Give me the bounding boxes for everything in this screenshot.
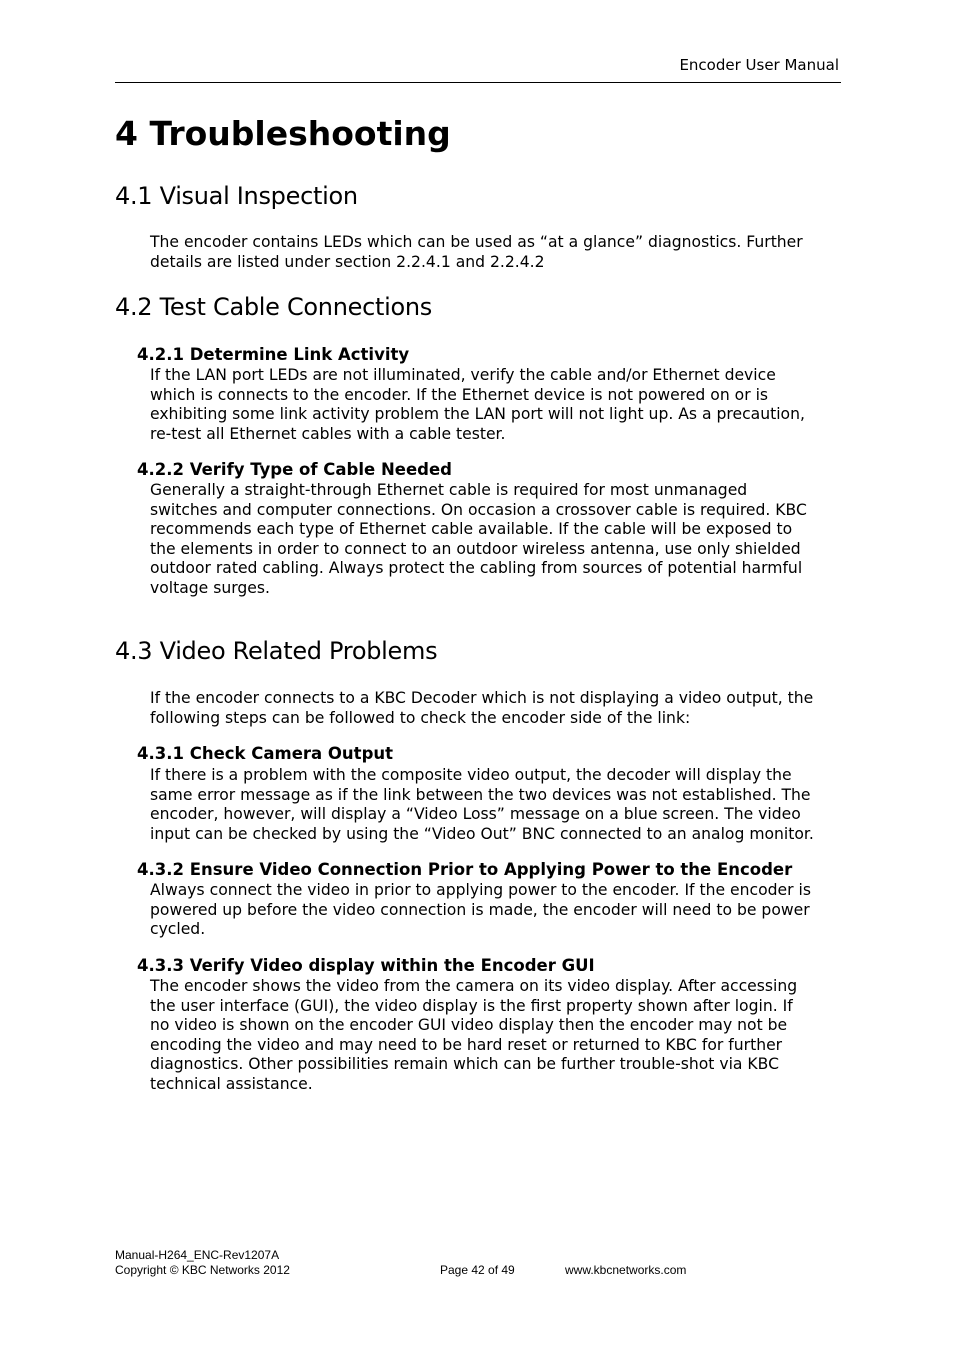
text-line: same error message as if the link between the two devices was not established. The [150,785,811,804]
header-title: Encoder User Manual [679,56,839,74]
footer-doc-id: Manual-H264_ENC-Rev1207A [115,1248,280,1262]
paragraph-visual-inspection [150,233,840,272]
text-line: recommends each type of Ethernet cable available. If the cable will be exposed to [150,520,793,539]
text-line: The encoder shows the video from the camera on its video display. After accessing [150,977,798,995]
footer-website: www.kbcnetworks.com [565,1263,687,1277]
text-line: the elements in order to connect to an outdoor wireless antenna, use only shielded [150,539,801,558]
text-line: The encoder contains LEDs which can be used as “at a glance” diagnostics. Further [150,233,803,251]
footer-page-number: Page 42 of 49 [440,1263,515,1277]
header-divider [115,82,841,83]
section-heading-test-cable: 4.2 Test Cable Connections [115,293,432,321]
text-line: following steps can be followed to check the encoder side of the link: [150,708,691,727]
paragraph-encoder-gui [150,977,840,1095]
paragraph-cable-type [150,481,840,599]
text-line: cycled. [150,920,206,939]
text-line: re-test all Ethernet cables with a cable tester. [150,424,506,443]
subsection-heading-link-activity: 4.2.1 Determine Link Activity [137,345,410,364]
footer-copyright: Copyright © KBC Networks 2012 [115,1263,290,1277]
text-line: switches and computer connections. On occasion a crossover cable is required. KBC [150,500,807,519]
text-line: Generally a straight-through Ethernet cable is required for most unmanaged [150,481,748,499]
text-line: which is connects to the encoder. If the Ethernet device is not powered on or is [150,385,769,404]
chapter-title: 4 Troubleshooting [115,114,451,153]
section-heading-visual-inspection: 4.1 Visual Inspection [115,182,358,210]
text-line: technical assistance. [150,1074,313,1093]
subsection-heading-encoder-gui: 4.3.3 Verify Video display within the Encoder GUI [137,956,595,975]
text-line: encoding the video and may need to be hard reset or returned to KBC for further [150,1035,783,1054]
text-line: no video is shown on the encoder GUI video display then the encoder may not be [150,1016,788,1035]
text-line: outdoor rated cabling. Always protect the cabling from sources of potential harmful [150,559,803,578]
paragraph-camera-output [150,766,840,844]
paragraph-link-activity [150,366,840,444]
text-line: exhibiting some link activity problem the LAN port will not light up. As a precaution, [150,405,805,424]
text-line: encoder, however, will display a “Video Loss” message on a blue screen. The video [150,805,801,824]
subsection-heading-video-connection: 4.3.2 Ensure Video Connection Prior to Applying Power to the Encoder [137,860,793,879]
text-line: If there is a problem with the composite video output, the decoder will display the [150,766,792,784]
text-line: the user interface (GUI), the video display is the first property shown after login. If [150,996,793,1015]
text-line: input can be checked by using the “Video Out” BNC connected to an analog monitor. [150,824,814,843]
subsection-heading-camera-output: 4.3.1 Check Camera Output [137,744,394,763]
text-line: diagnostics. Other possibilities remain which can be further trouble-shot via KBC [150,1055,779,1074]
subsection-heading-cable-type: 4.2.2 Verify Type of Cable Needed [137,460,452,479]
text-line: If the LAN port LEDs are not illuminated, verify the cable and/or Ethernet device [150,366,776,384]
text-line: Always connect the video in prior to applying power to the encoder. If the encoder is [150,881,811,899]
section-heading-video-problems: 4.3 Video Related Problems [115,637,438,665]
text-line: details are listed under section 2.2.4.1 and 2.2.4.2 [150,252,545,271]
text-line: powered up before the video connection is made, the encoder will need to be power [150,900,810,919]
paragraph-video-connection [150,881,840,940]
text-line: voltage surges. [150,578,270,597]
text-line: If the encoder connects to a KBC Decoder which is not displaying a video output, the [150,689,814,707]
paragraph-video-intro [150,689,840,728]
